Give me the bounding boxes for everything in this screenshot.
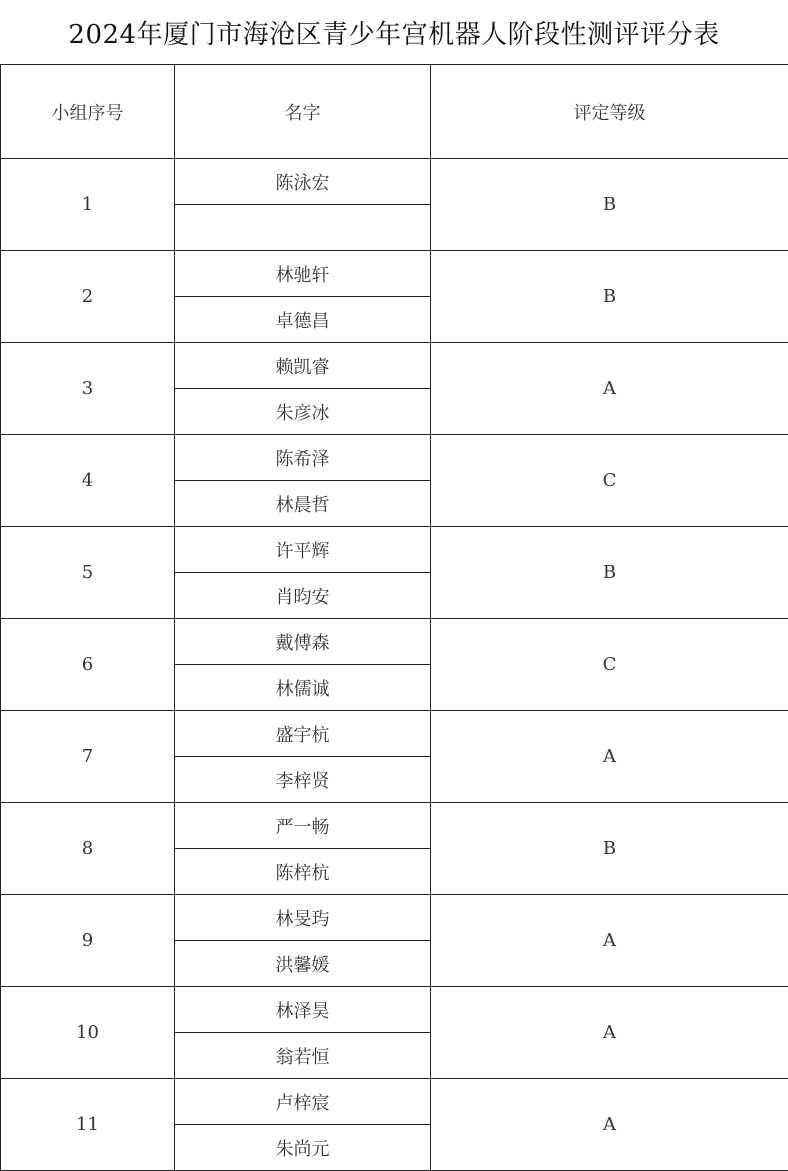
student-name-cell: 陈希泽: [175, 435, 431, 481]
grade-cell: B: [431, 527, 788, 619]
table-row: [1, 1079, 788, 1125]
student-name-cell: 林儒诚: [175, 665, 431, 711]
student-name-cell: 林驰轩: [175, 251, 431, 297]
table-header-row: [1, 65, 788, 159]
student-name-cell: 盛宇杭: [175, 711, 431, 757]
evaluation-table: [0, 64, 788, 1171]
grade-cell: A: [431, 1079, 788, 1171]
table-body: [1, 65, 788, 1171]
group-number-cell: 1: [1, 159, 175, 251]
student-name-cell: 赖凯睿: [175, 343, 431, 389]
student-name-cell: 朱彦冰: [175, 389, 431, 435]
student-name-cell: 卢梓宸: [175, 1079, 431, 1125]
header-group-number: 小组序号: [1, 65, 175, 159]
group-number-cell: 6: [1, 619, 175, 711]
group-number-cell: 10: [1, 987, 175, 1079]
header-grade: 评定等级: [431, 65, 788, 159]
table-row: [1, 987, 788, 1033]
group-number-cell: 3: [1, 343, 175, 435]
grade-cell: A: [431, 987, 788, 1079]
grade-cell: A: [431, 343, 788, 435]
student-name-cell: [175, 205, 431, 251]
group-number-cell: 7: [1, 711, 175, 803]
table-row: [1, 435, 788, 481]
student-name-cell: 林泽昊: [175, 987, 431, 1033]
table-row: [1, 343, 788, 389]
grade-cell: A: [431, 711, 788, 803]
student-name-cell: 戴傅森: [175, 619, 431, 665]
grade-cell: B: [431, 803, 788, 895]
student-name-cell: 翁若恒: [175, 1033, 431, 1079]
student-name-cell: 洪馨媛: [175, 941, 431, 987]
grade-cell: B: [431, 159, 788, 251]
table-row: [1, 619, 788, 665]
table-row: [1, 159, 788, 205]
grade-cell: C: [431, 619, 788, 711]
student-name-cell: 林晨哲: [175, 481, 431, 527]
student-name-cell: 朱尚元: [175, 1125, 431, 1171]
grade-cell: B: [431, 251, 788, 343]
group-number-cell: 9: [1, 895, 175, 987]
student-name-cell: 陈泳宏: [175, 159, 431, 205]
student-name-cell: 严一畅: [175, 803, 431, 849]
table-row: [1, 527, 788, 573]
table-row: [1, 711, 788, 757]
table-row: [1, 895, 788, 941]
group-number-cell: 4: [1, 435, 175, 527]
student-name-cell: 陈梓杭: [175, 849, 431, 895]
header-name: 名字: [175, 65, 431, 159]
grade-cell: C: [431, 435, 788, 527]
student-name-cell: 许平辉: [175, 527, 431, 573]
page-title: 2024年厦门市海沧区青少年宫机器人阶段性测评评分表: [0, 0, 788, 64]
group-number-cell: 2: [1, 251, 175, 343]
student-name-cell: 肖昀安: [175, 573, 431, 619]
student-name-cell: 林旻玙: [175, 895, 431, 941]
table-row: [1, 803, 788, 849]
grade-cell: A: [431, 895, 788, 987]
group-number-cell: 11: [1, 1079, 175, 1171]
group-number-cell: 5: [1, 527, 175, 619]
table-row: [1, 251, 788, 297]
student-name-cell: 李梓贤: [175, 757, 431, 803]
group-number-cell: 8: [1, 803, 175, 895]
student-name-cell: 卓德昌: [175, 297, 431, 343]
